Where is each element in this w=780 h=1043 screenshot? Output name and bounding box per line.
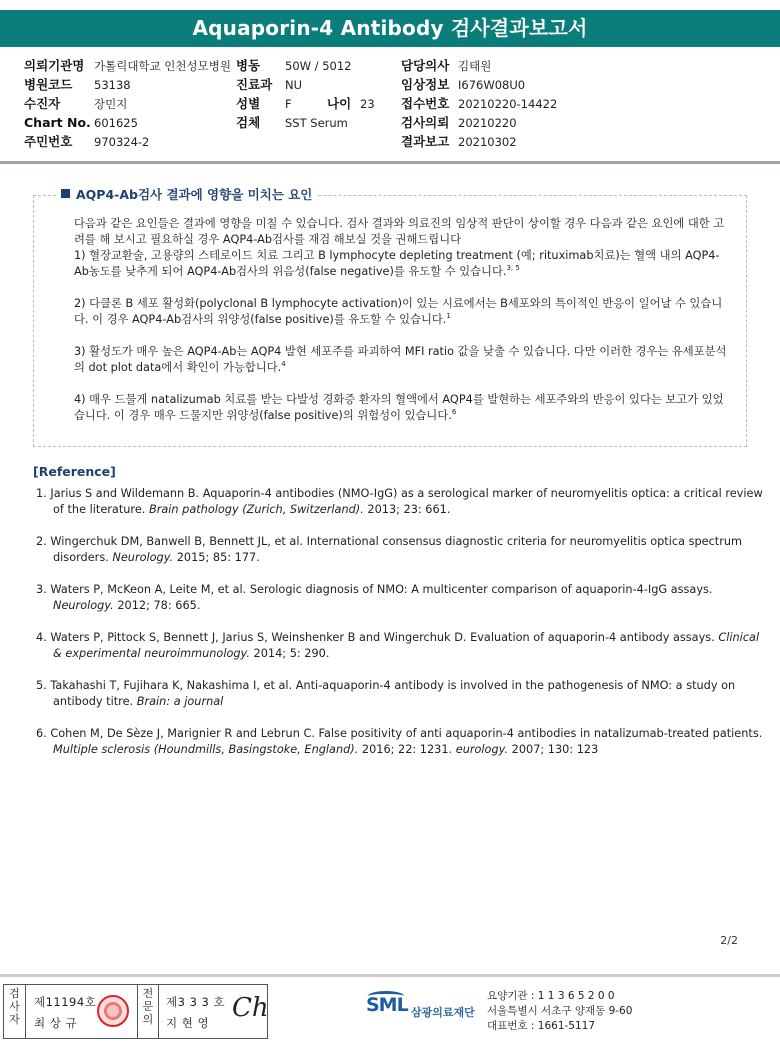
org-address: 서울특별시 서초구 양재동 9-60: [487, 1005, 633, 1017]
chart-no-label: Chart No.: [24, 115, 91, 130]
org-name: 삼광의료재단: [411, 1006, 475, 1019]
factors-intro: 다음과 같은 요인들은 결과에 영향을 미칠 수 있습니다. 검사 결과와 의료진의 임상적 판단이 상이할 경우 다음과 같은 요인에 대한 고려를 해 보시고 필요하실 경우 AQP4-Ab검사를 재검 해보실 것을 권해드립니다: [74, 217, 725, 246]
doctor-value: 김태원: [458, 59, 492, 73]
factor-item-4-cite: 6: [451, 408, 457, 417]
age-label: 나이: [327, 96, 352, 111]
factors-heading-text: AQP4-Ab검사 결과에 영향을 미치는 요인: [76, 187, 313, 202]
factor-item-2-cite: 1: [446, 312, 451, 321]
examiner-name: 최 상 규: [34, 1016, 78, 1030]
department-label: 진료과: [236, 77, 273, 92]
examiner-license: 제11194호: [34, 995, 97, 1009]
reference-6-tail-2: 2007; 130: 123: [508, 743, 599, 756]
factors-heading: [57, 186, 318, 204]
factor-item-3: [74, 344, 734, 376]
report-date-value: 20210302: [458, 135, 517, 149]
reference-3-journal: Neurology.: [53, 599, 114, 612]
reference-3-text: 3. Waters P, McKeon A, Leite M, et al. Serologic diagnosis of NMO: A multicenter comparison of aquaporin-4-IgG assays.: [36, 583, 713, 596]
info-row-2: [0, 75, 780, 95]
reviewer-label: [137, 985, 159, 1038]
sex-label: 성별: [236, 96, 261, 111]
factor-item-2-text: 2) 다클론 B 세포 활성화(polyclonal B lymphocyte activation)이 있는 시료에서는 B세포와의 특이적인 반응이 일어날 수 있습니다. 이 경우 AQP4-Ab검사의 위양성(false positive)를 유도할 수 있습니다.: [74, 297, 723, 326]
patient-info: [0, 52, 780, 164]
reference-4-journal: Clinical & experimental neuroimmunology.: [53, 631, 760, 660]
info-row-1: [0, 56, 780, 76]
reference-6-journal: Multiple sclerosis (Houndmills, Basingstoke, England).: [53, 743, 359, 756]
org-code: 요양기관 : 1 1 3 6 5 2 0 0: [487, 990, 615, 1002]
reference-4-text: 4. Waters P, Pittock S, Bennett J, Jarius S, Weinshenker B and Wingerchuk D. Evaluation of aquaporin-4 antibody assays.: [36, 631, 719, 644]
factor-item-3-text: 3) 활성도가 매우 높은 AQP4-Ab는 AQP4 발현 세포주를 파괴하여 MFI ratio 값을 낮출 수 있습니다. 다만 이러한 경우는 유세포분석의 dot plot data에서 확인이 가능합니다.: [74, 345, 727, 374]
id-no-label: 주민번호: [24, 134, 73, 149]
examiner-label: [4, 985, 26, 1038]
sex-value: F: [285, 97, 292, 111]
specimen-label: 검체: [236, 115, 261, 130]
recipient-value: 장민지: [94, 97, 128, 111]
report-header: [0, 0, 780, 47]
age-value: 23: [360, 97, 375, 111]
report-date-label: 결과보고: [401, 134, 450, 149]
clinical-info-label: 임상정보: [401, 77, 450, 92]
reference-2-text: 2. Wingerchuk DM, Banwell B, Bennett JL, et al. International consensus diagnostic criteria for neuromyelitis optica spectrum disorders.: [36, 535, 743, 564]
reference-4: [36, 630, 771, 662]
reference-6-text: 6. Cohen M, De Sèze J, Marignier R and Lebrun C. False positivity of anti aquaporin-4 antibodies in natalizumab-treated patients.: [36, 727, 763, 740]
reference-2-journal: Neurology.: [112, 551, 174, 564]
chart-no-value: 601625: [94, 116, 138, 130]
reference-3-tail: 2012; 78: 665.: [113, 599, 201, 612]
reference-2: [36, 534, 771, 566]
ward-label: 병동: [236, 58, 261, 73]
reference-5-journal: Brain: a journal: [136, 695, 224, 708]
receipt-no-value: 20210220-14422: [458, 97, 558, 111]
reference-5: [36, 678, 771, 710]
reviewer-name: 지 현 영: [166, 1016, 210, 1030]
receipt-no-label: 접수번호: [401, 96, 450, 111]
request-date-label: 검사의뢰: [401, 115, 450, 130]
reference-6-tail: 2016; 22: 1231.: [358, 743, 456, 756]
logo-text: SML: [366, 994, 408, 1016]
factor-item-2: [74, 296, 734, 328]
references-heading: [Reference]: [33, 464, 116, 479]
factor-item-4: [74, 392, 734, 424]
id-no-value: 970324-2: [94, 135, 150, 149]
specimen-value: SST Serum: [285, 116, 348, 130]
info-row-3: [0, 94, 780, 114]
reference-3: [36, 582, 771, 614]
signature-box: [3, 984, 268, 1039]
footer: [0, 974, 780, 1043]
handwritten-signature: Ch: [232, 993, 269, 1023]
reference-2-tail: 2015; 85: 177.: [173, 551, 260, 564]
factor-item-1-text: 1) 혈장교환술, 고용량의 스테로이드 치료 그리고 B lymphocyte depleting treatment (예; rituximab치료)는 혈액 내의 AQP4-Ab농도를 낮추게 되어 AQP4-Ab검사의 위음성(false negative)를 유도할 수 있습니다.: [74, 249, 720, 278]
institution-value: 가톨릭대학교 인천성모병원: [94, 59, 231, 73]
info-row-4: [0, 113, 780, 133]
ward-value: 50W / 5012: [285, 59, 352, 73]
institution-label: 의뢰기관명: [24, 58, 85, 73]
examiner-label-text: 검사자: [9, 987, 20, 1026]
reference-1-journal: Brain pathology (Zurich, Switzerland).: [148, 503, 364, 516]
department-value: NU: [285, 78, 303, 92]
reference-6: [36, 726, 771, 758]
sml-logo: [366, 991, 406, 1021]
page-number: 2/2: [720, 934, 738, 947]
reference-1: [36, 486, 771, 518]
request-date-value: 20210220: [458, 116, 517, 130]
report-title: Aquaporin-4 Antibody 검사결과보고서: [0, 10, 780, 47]
official-seal-icon: [97, 995, 129, 1027]
doctor-label: 담당의사: [401, 58, 450, 73]
factor-item-3-cite: 4: [281, 360, 286, 369]
factor-item-4-text: 4) 매우 드물게 natalizumab 치료를 받는 다발성 경화증 환자의 혈액에서 AQP4를 발현하는 세포주와의 반응이 있다는 보고가 있었습니다. 이 경우 매우 드물지만 위양성(false positive)의 위험성이 있습니다.: [74, 393, 724, 422]
reference-4-tail: 2014; 5: 290.: [249, 647, 330, 660]
org-phone: 대표번호 : 1661-5117: [487, 1020, 596, 1032]
reference-5-text: 5. Takahashi T, Fujihara K, Nakashima I, et al. Anti-aquaporin-4 antibody is involved in the pathogenesis of NMO: a study on antibody titre.: [36, 679, 736, 708]
info-row-5: [0, 132, 780, 152]
factor-item-1-cite: 3, 5: [506, 264, 520, 273]
reference-1-text: 1. Jarius S and Wildemann B. Aquaporin-4 antibodies (NMO-IgG) as a serological marker of neuromyelitis optica: a critical review of the literature.: [36, 487, 763, 516]
square-bullet-icon: [61, 189, 70, 198]
reviewer-label-text: 전문의: [142, 987, 154, 1026]
recipient-label: 수진자: [24, 96, 61, 111]
factor-item-1: [74, 248, 734, 280]
reference-6-journal-2: eurology.: [455, 743, 509, 756]
hospital-code-value: 53138: [94, 78, 131, 92]
hospital-code-label: 병원코드: [24, 77, 73, 92]
reference-1-tail: 2013; 23: 661.: [363, 503, 451, 516]
clinical-info-value: I676W08U0: [458, 78, 526, 92]
reviewer-license: 제3 3 3 호: [166, 995, 226, 1009]
